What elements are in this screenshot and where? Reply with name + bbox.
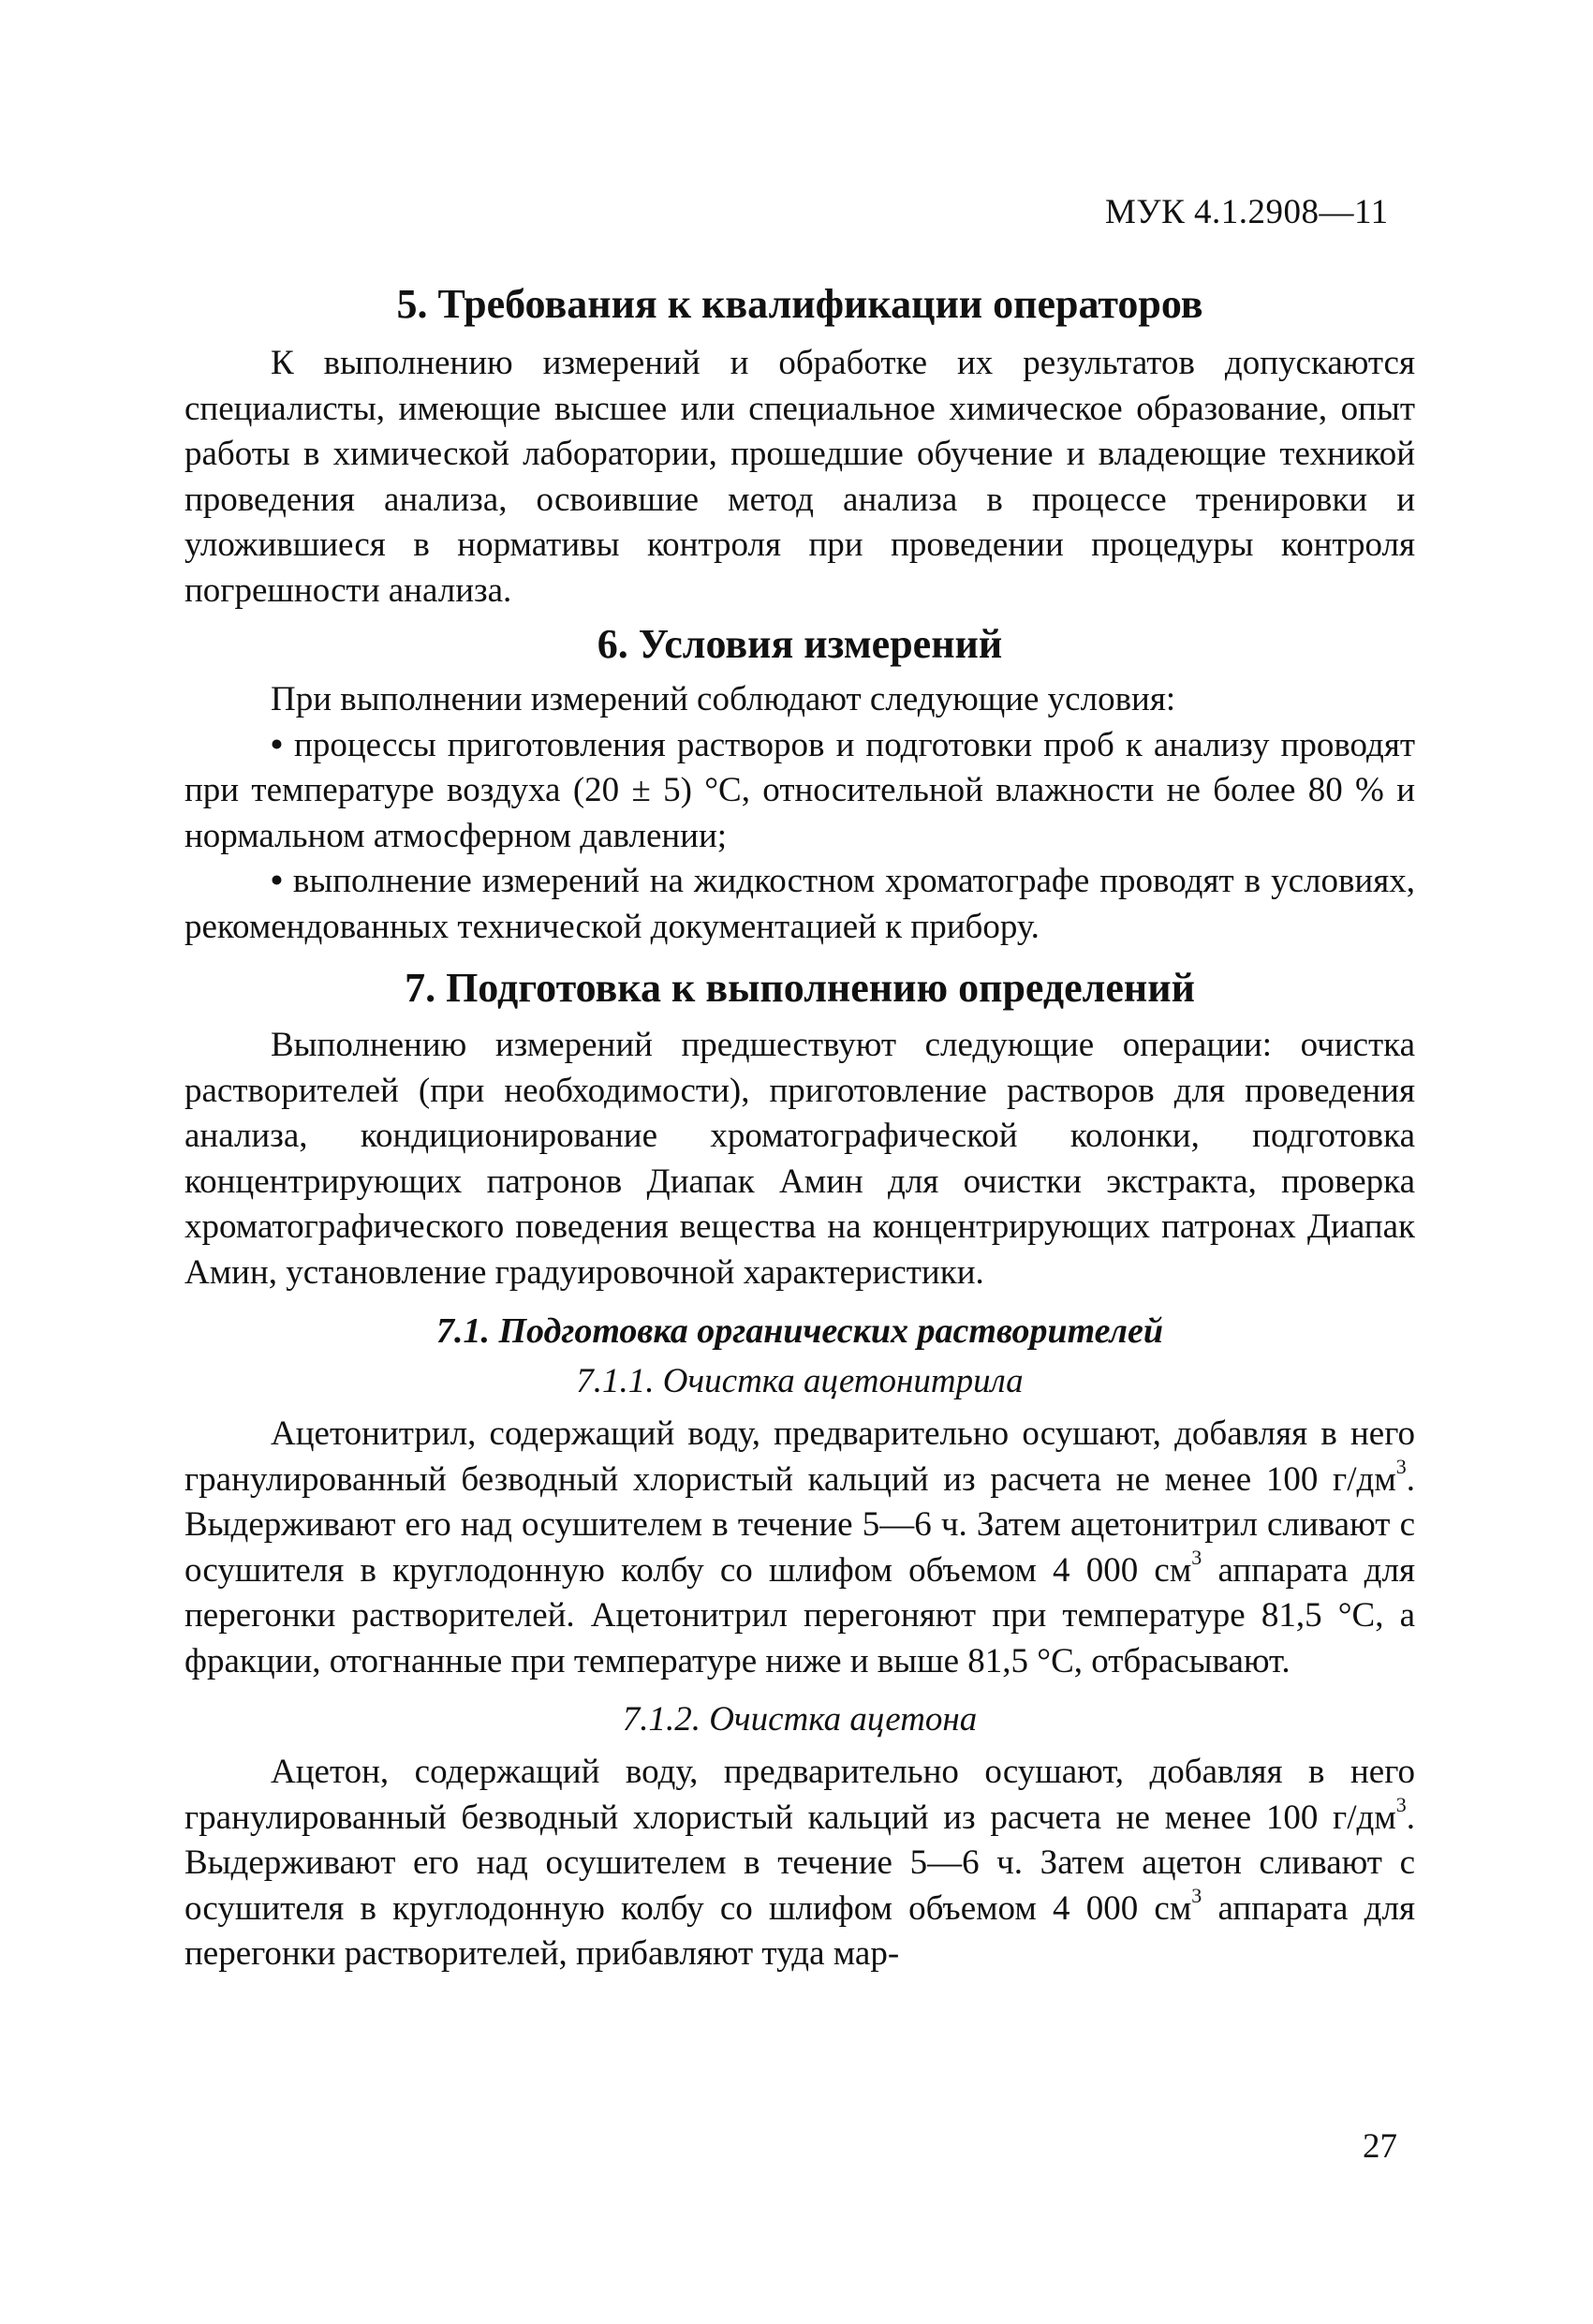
superscript-3: 3 [1191,1884,1202,1908]
bullet-icon: • [271,862,283,900]
bullet-2-text: выполнение измерений на жидкостном хроматографе проводят в условиях, рекомендованных технической документацией к прибору. [184,862,1415,946]
superscript-3: 3 [1395,1455,1407,1479]
subsection-7-1-2-paragraph [184,1750,1415,1977]
section-6 [184,621,1415,950]
subsection-7-1-2-title: 7.1.2. Очистка ацетона [622,1700,978,1739]
section-6-bullet-1 [184,723,1415,860]
page-number: 27 [1363,2127,1397,2166]
p711-part-a: Ацетонитрил, содержащий воду, предварительно осушают, добавляя в него гранулированный безводный хлористый кальций из расчета не менее 100 г/дм [184,1414,1415,1499]
section-5-paragraph: К выполнению измерений и обработке их результатов допускаются специалисты, имеющие высшее или специальное химическое образование, опыт работы в химической лаборатории, прошедшие обучение и владеющие техникой проведения анализа, освоившие метод анализа в процессе тренировки и уложившиеся в нормативы контроля при проведении процедуры контроля погрешности анализа. [184,344,1415,610]
section-7-title: 7. Подготовка к выполнению определений [405,965,1195,1011]
section-6-bullet-2 [184,859,1415,950]
subsection-7-1-title: 7.1. Подготовка органических растворителей [435,1311,1164,1351]
bullet-1-text: процессы приготовления растворов и подготовки проб к анализу проводят при температуре воздуха (20 ± 5) °С, относительной влажности не более 80 % и нормальном атмосферном давлении; [184,725,1416,855]
section-5-title: 5. Требования к квалификации операторов [396,281,1203,327]
p711-part-c: аппарата для перегонки растворителей. Ацетонитрил перегоняют при температуре 81,5 °С, а фракции, отогнанные при температуре ниже и выше 81,5 °С, отбрасывают. [184,1550,1415,1680]
section-7-paragraph: Выполнению измерений предшествуют следующие операции: очистка растворителей (при необходимости), приготовление растворов для проведения анализа, кондиционирование хроматографической колонки, подготовка концентрирующих патронов Диапак Амин для очистки экстракта, проверка хроматографического поведения вещества на концентрирующих патронах Диапак Амин, установление градуировочной характеристики. [184,1026,1415,1292]
section-5 [184,281,1415,614]
superscript-3: 3 [1395,1793,1407,1817]
section-6-intro: При выполнении измерений соблюдают следующие условия: [271,680,1176,718]
p712-part-c: аппарата для перегонки растворителей, прибавляют туда мар- [184,1888,1415,1973]
p712-part-b: . Выдерживают его над осушителем в течение 5—6 ч. Затем ацетон сливают с осушителя в круглодонную колбу со шлифом объемом 4 000 см [184,1798,1415,1928]
subsection-7-1-1-title: 7.1.1. Очистка ацетонитрила [576,1362,1024,1400]
section-7 [184,965,1415,1977]
p712-part-a: Ацетон, содержащий воду, предварительно осушают, добавляя в него гранулированный безводный хлористый кальций из расчета не менее 100 г/дм [184,1753,1415,1837]
p711-part-b: . Выдерживают его над осушителем в течение 5—6 ч. Затем ацетонитрил сливают с осушителя в круглодонную колбу со шлифом объемом 4 000 см [184,1459,1415,1590]
subsection-7-1-1-paragraph [184,1412,1415,1684]
section-6-title: 6. Условия измерений [597,621,1003,667]
document-code: МУК 4.1.2908—11 [1105,193,1389,231]
superscript-3: 3 [1191,1546,1202,1570]
bullet-icon: • [271,725,283,764]
